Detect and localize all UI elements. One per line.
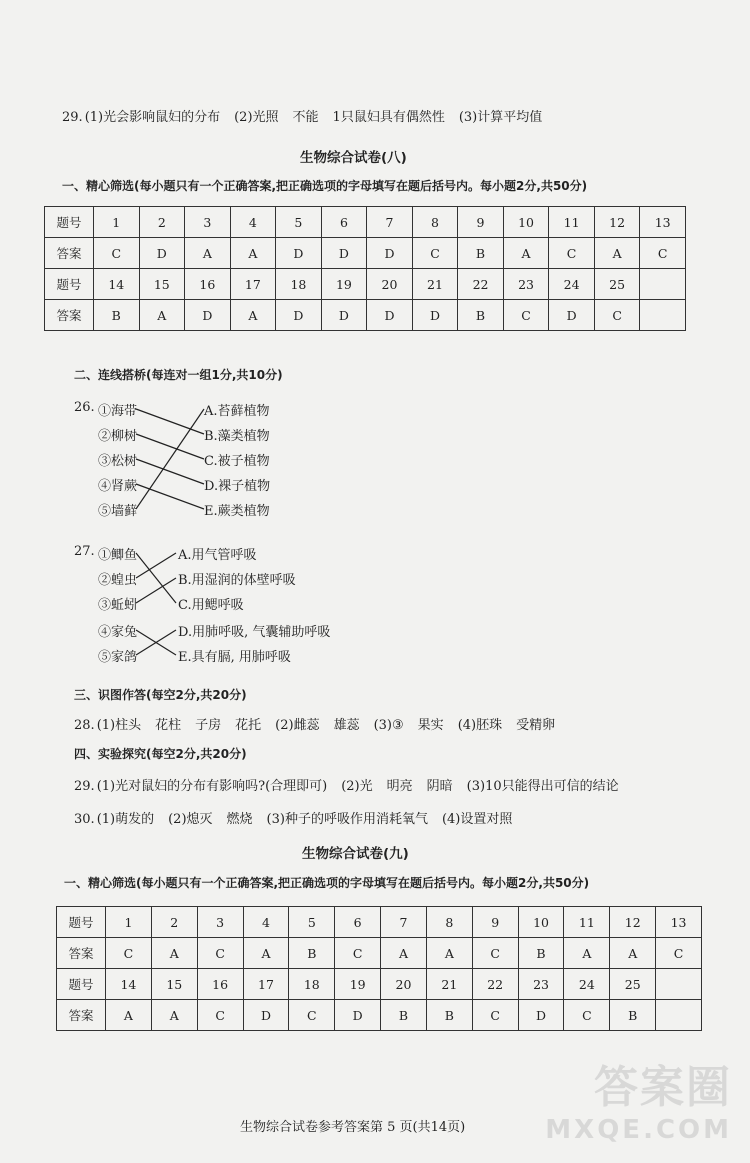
answer-cell: B (289, 938, 335, 969)
question-number-cell: 8 (426, 907, 472, 938)
answer-part: (2)熄灭 (168, 812, 213, 827)
table-row (45, 269, 686, 300)
answer-cell: C (94, 238, 140, 269)
answer-cell: A (564, 938, 610, 969)
question-number-cell: 5 (289, 907, 335, 938)
q-number: 29. (62, 110, 83, 125)
q26-connector-lines (136, 400, 206, 520)
question-number-cell: 24 (549, 269, 595, 300)
answer-cell: B (610, 1000, 656, 1031)
answer-part: 受精卵 (516, 718, 556, 733)
question-number-cell: 12 (610, 907, 656, 938)
question-number-cell: 9 (472, 907, 518, 938)
answer-cell: C (289, 1000, 335, 1031)
row-label: 题号 (45, 207, 94, 238)
question-number-cell: 15 (139, 269, 185, 300)
question-number-cell: 7 (381, 907, 427, 938)
connector-line (136, 434, 204, 459)
answer-part: (1)柱头 (96, 718, 142, 733)
q26-number: 26. (74, 400, 95, 415)
connector-line (136, 553, 176, 578)
answer-cell: D (276, 300, 322, 331)
paper8-title: 生物综合试卷(八) (300, 150, 407, 166)
question-number-cell: 25 (594, 269, 640, 300)
table-row (57, 907, 702, 938)
q26-right-item: A.苔藓植物 (204, 404, 270, 419)
q27-left-item: ③蚯蚓 (98, 598, 138, 613)
answer-part: 不能 (292, 110, 319, 125)
question-number-cell (640, 269, 686, 300)
answer-part: 花柱 (155, 718, 182, 733)
question-number-cell: 2 (139, 207, 185, 238)
answer-cell: D (276, 238, 322, 269)
question-number-cell: 11 (549, 207, 595, 238)
q27-right-item: A.用气管呼吸 (178, 548, 257, 563)
connector-line (136, 409, 204, 434)
answer-part: (3)10只能得出可信的结论 (466, 779, 619, 794)
answer-cell: C (472, 1000, 518, 1031)
q27-right-item: D.用肺呼吸, 气囊辅助呼吸 (178, 625, 331, 640)
table-row (45, 238, 686, 269)
answer-part: (4)胚珠 (457, 718, 503, 733)
question-number-cell: 18 (289, 969, 335, 1000)
question-number-cell: 23 (518, 969, 564, 1000)
answer-part: (1)光会影响鼠妇的分布 (84, 110, 221, 125)
answer-cell: B (458, 300, 504, 331)
question-number-cell: 22 (472, 969, 518, 1000)
question-number-cell: 3 (197, 907, 243, 938)
q27-right-item: E.具有膈, 用肺呼吸 (178, 650, 291, 665)
answer-part: (3)计算平均值 (458, 110, 543, 125)
answer-cell: B (426, 1000, 472, 1031)
table-row (57, 938, 702, 969)
answer-part: (1)光对鼠妇的分布有影响吗?(合理即可) (96, 779, 328, 794)
answer-part: 明亮 (386, 779, 413, 794)
question-number-cell: 21 (412, 269, 458, 300)
question-number-cell: 9 (458, 207, 504, 238)
answer-part: (2)雌蕊 (275, 718, 320, 733)
answer-cell: C (197, 1000, 243, 1031)
answer-cell: D (518, 1000, 564, 1031)
question-number-cell: 17 (243, 969, 289, 1000)
answer-cell: D (412, 300, 458, 331)
q26-left-item: ①海带 (98, 404, 138, 419)
question-number-cell: 1 (94, 207, 140, 238)
table-row (45, 207, 686, 238)
q-number: 30. (74, 812, 95, 827)
question-number-cell: 10 (503, 207, 549, 238)
paper9-section1-heading: 一、精心筛选(每小题只有一个正确答案,把正确选项的字母填写在题后括号内。每小题2分,共50分) (64, 876, 590, 890)
q27-right-item: B.用湿润的体壁呼吸 (178, 573, 296, 588)
question-number-cell: 17 (230, 269, 276, 300)
question-number-cell: 10 (518, 907, 564, 938)
answer-cell: C (412, 238, 458, 269)
watermark (545, 1051, 732, 1145)
q27-number: 27. (74, 544, 95, 559)
question-number-cell: 16 (197, 969, 243, 1000)
answer-cell: D (335, 1000, 381, 1031)
answer-part: 雄蕊 (333, 718, 360, 733)
answer-cell: C (472, 938, 518, 969)
q-number: 28. (74, 718, 95, 733)
answer-part: (4)设置对照 (441, 812, 513, 827)
answer-cell (640, 300, 686, 331)
answer-part: (2)光照 (234, 110, 279, 125)
connector-line (136, 409, 204, 509)
paper8-section3-heading: 三、识图作答(每空2分,共20分) (74, 688, 247, 702)
question-number-cell: 4 (230, 207, 276, 238)
answer-part: 果实 (417, 718, 444, 733)
q26-right-item: C.被子植物 (204, 454, 270, 469)
answer-part: 花托 (235, 718, 262, 733)
watermark-url: MXQE.COM (545, 1115, 732, 1145)
answer-cell: D (243, 1000, 289, 1031)
question-number-cell: 13 (640, 207, 686, 238)
answer-part: 子房 (195, 718, 222, 733)
q27-right-item: C.用鳃呼吸 (178, 598, 244, 613)
row-label: 答案 (45, 300, 94, 331)
answer-cell: B (381, 1000, 427, 1031)
connector-line (136, 484, 204, 509)
paper8-answer-table (44, 206, 686, 331)
q26-right-item: E.蕨类植物 (204, 504, 270, 519)
answer-part: (2)光 (341, 779, 373, 794)
question-number-cell: 20 (381, 969, 427, 1000)
question-number-cell: 13 (656, 907, 702, 938)
question-number-cell: 20 (367, 269, 413, 300)
row-label: 题号 (57, 969, 106, 1000)
row-label: 答案 (45, 238, 94, 269)
answer-cell: B (518, 938, 564, 969)
answer-cell: C (594, 300, 640, 331)
row-label: 答案 (57, 1000, 106, 1031)
answer-cell: A (426, 938, 472, 969)
question-number-cell: 2 (151, 907, 197, 938)
question-number-cell: 24 (564, 969, 610, 1000)
answer-cell: D (321, 300, 367, 331)
answer-part: 燃烧 (226, 812, 253, 827)
q-number: 29. (74, 779, 95, 794)
connector-line (136, 578, 176, 603)
question-number-cell: 25 (610, 969, 656, 1000)
table-row (57, 969, 702, 1000)
connector-line (136, 459, 204, 484)
question-number-cell: 14 (106, 969, 152, 1000)
q27-left-item: ①鲫鱼 (98, 548, 138, 563)
question-number-cell: 8 (412, 207, 458, 238)
q26-right-item: D.裸子植物 (204, 479, 271, 494)
answer-cell: C (564, 1000, 610, 1031)
question-number-cell: 6 (321, 207, 367, 238)
answer-part: (3)种子的呼吸作用消耗氧气 (266, 812, 428, 827)
question-number-cell: 7 (367, 207, 413, 238)
question-number-cell: 3 (185, 207, 231, 238)
question-number-cell: 22 (458, 269, 504, 300)
question-number-cell: 23 (503, 269, 549, 300)
question-number-cell: 14 (94, 269, 140, 300)
answer-cell (656, 1000, 702, 1031)
row-label: 题号 (45, 269, 94, 300)
answer-cell: A (106, 1000, 152, 1031)
paper8-section4-heading: 四、实验探究(每空2分,共20分) (74, 747, 247, 761)
answer-cell: A (243, 938, 289, 969)
answer-cell: A (151, 1000, 197, 1031)
question-number-cell: 15 (151, 969, 197, 1000)
q26-left-item: ④肾蕨 (98, 479, 138, 494)
answer-part: (1)萌发的 (96, 812, 155, 827)
answer-cell: D (367, 300, 413, 331)
paper9-title: 生物综合试卷(九) (302, 846, 409, 862)
question-number-cell: 21 (426, 969, 472, 1000)
answer-part: 阴暗 (426, 779, 453, 794)
answer-cell: A (381, 938, 427, 969)
answer-cell: C (640, 238, 686, 269)
answer-cell: A (230, 300, 276, 331)
question-number-cell: 5 (276, 207, 322, 238)
answer-cell: B (94, 300, 140, 331)
question-number-cell (656, 969, 702, 1000)
watermark-logo-text: 答案圈 (594, 1062, 732, 1113)
answer-cell: A (151, 938, 197, 969)
q26-left-item: ③松树 (98, 454, 138, 469)
q26-left-item: ⑤墙藓 (98, 504, 138, 519)
answer-part: (3)③ (373, 718, 404, 733)
question-number-cell: 6 (335, 907, 381, 938)
q26-left-item: ②柳树 (98, 429, 138, 444)
answer-cell: A (185, 238, 231, 269)
question-number-cell: 11 (564, 907, 610, 938)
answer-cell: C (656, 938, 702, 969)
paper8-section1-heading: 一、精心筛选(每小题只有一个正确答案,把正确选项的字母填写在题后括号内。每小题2分,共50分) (62, 179, 588, 193)
question-number-cell: 12 (594, 207, 640, 238)
answer-cell: D (185, 300, 231, 331)
answer-cell: D (549, 300, 595, 331)
question-number-cell: 18 (276, 269, 322, 300)
row-label: 答案 (57, 938, 106, 969)
page-footer: 生物综合试卷参考答案第 5 页(共14页) (240, 1120, 466, 1135)
answer-cell: A (594, 238, 640, 269)
q27-left-item: ⑤家鸽 (98, 650, 138, 665)
answer-cell: D (321, 238, 367, 269)
answer-cell: B (458, 238, 504, 269)
answer-cell: C (549, 238, 595, 269)
answer-cell: C (335, 938, 381, 969)
answer-cell: A (503, 238, 549, 269)
row-label: 题号 (57, 907, 106, 938)
table-row (57, 1000, 702, 1031)
paper8-section2-heading: 二、连线搭桥(每连对一组1分,共10分) (74, 368, 283, 382)
question-number-cell: 1 (106, 907, 152, 938)
question-number-cell: 16 (185, 269, 231, 300)
q28-line (74, 714, 569, 733)
answer-cell: C (197, 938, 243, 969)
question-number-cell: 4 (243, 907, 289, 938)
answer-part: 1只鼠妇具有偶然性 (332, 110, 445, 125)
answer-cell: C (106, 938, 152, 969)
answer-cell: A (230, 238, 276, 269)
q29-line (74, 775, 633, 794)
answer-cell: A (139, 300, 185, 331)
table-row (45, 300, 686, 331)
answer-cell: A (610, 938, 656, 969)
paper9-answer-table (56, 906, 702, 1031)
q26-right-item: B.藻类植物 (204, 429, 270, 444)
answer-cell: C (503, 300, 549, 331)
answer-cell: D (367, 238, 413, 269)
q30-line (74, 808, 526, 827)
question-number-cell: 19 (335, 969, 381, 1000)
question-number-cell: 19 (321, 269, 367, 300)
q27-connector-lines (136, 544, 186, 664)
answer-cell: D (139, 238, 185, 269)
prev-q29-line (62, 106, 556, 125)
connector-line (136, 553, 176, 603)
q27-left-item: ②蝗虫 (98, 573, 138, 588)
q27-left-item: ④家兔 (98, 625, 138, 640)
